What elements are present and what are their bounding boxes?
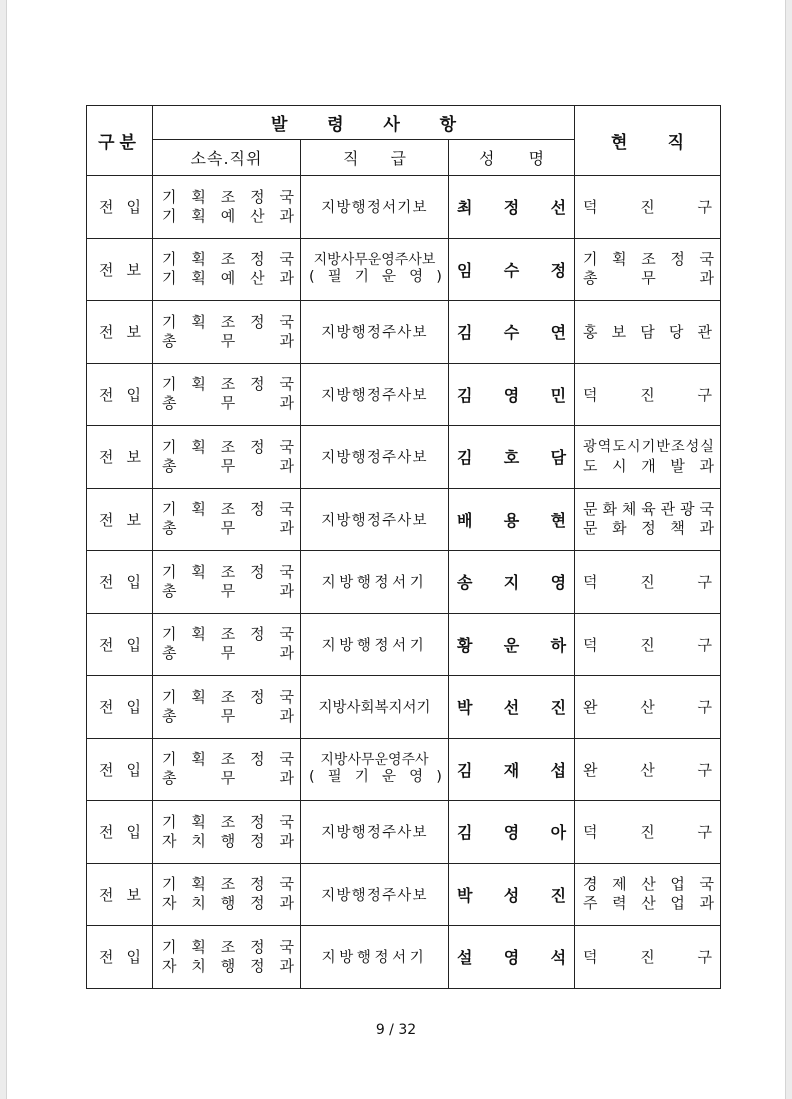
- cell-grade: 지방행정주사보: [301, 863, 449, 926]
- table-row: [87, 801, 721, 864]
- document-page: [6, 0, 786, 1099]
- cell-name: 김 호 담: [449, 426, 575, 489]
- cell-affiliation: 기 획 조 정 국 총 무 과: [153, 426, 301, 489]
- cell-current: 덕 진 구: [575, 613, 721, 676]
- cell-grade: 지방사무운영주사보 ( 필 기 운 영 ): [301, 238, 449, 301]
- cell-type: 전 입: [87, 926, 153, 989]
- cell-affiliation: 기 획 조 정 국 자 치 행 정 과: [153, 863, 301, 926]
- cell-current: 광 역 도 시 기 반 조 성 실 도 시 개 발 과: [575, 426, 721, 489]
- header-appointment-label: 발 령 사 항: [271, 115, 456, 135]
- cell-grade: 지방사무운영주사 ( 필 기 운 영 ): [301, 738, 449, 801]
- cell-current: 경 제 산 업 국 주 력 산 업 과: [575, 863, 721, 926]
- table-row: [87, 363, 721, 426]
- cell-grade: 지방행정주사보: [301, 301, 449, 364]
- header-name: [449, 140, 575, 176]
- cell-affiliation: 기 획 조 정 국 총 무 과: [153, 488, 301, 551]
- cell-name: 임 수 정: [449, 238, 575, 301]
- header-current-label: 현 직: [611, 133, 685, 153]
- table-row: [87, 676, 721, 739]
- cell-type: 전 보: [87, 863, 153, 926]
- cell-type: 전 보: [87, 301, 153, 364]
- cell-grade: 지방행정주사보: [301, 363, 449, 426]
- table-row: [87, 926, 721, 989]
- cell-type: 전 입: [87, 363, 153, 426]
- cell-type: 전 입: [87, 551, 153, 614]
- cell-affiliation: 기 획 조 정 국 총 무 과: [153, 363, 301, 426]
- cell-name: 송 지 영: [449, 551, 575, 614]
- table-row: [87, 176, 721, 239]
- cell-grade: 지방행정서기: [301, 551, 449, 614]
- header-grade: [301, 140, 449, 176]
- cell-type: 전 입: [87, 176, 153, 239]
- header-grade-label: 직 급: [343, 149, 406, 168]
- header-type: [87, 106, 153, 176]
- cell-affiliation: 기 획 조 정 국 총 무 과: [153, 301, 301, 364]
- cell-affiliation: 기 획 조 정 국 기 획 예 산 과: [153, 176, 301, 239]
- cell-affiliation: 기 획 조 정 국 자 치 행 정 과: [153, 801, 301, 864]
- cell-affiliation: 기 획 조 정 국 기 획 예 산 과: [153, 238, 301, 301]
- page-number: 9 / 32: [375, 1022, 417, 1038]
- header-name-label: 성 명: [479, 149, 545, 168]
- table-row: [87, 238, 721, 301]
- table-row: [87, 613, 721, 676]
- cell-current: 덕 진 구: [575, 176, 721, 239]
- cell-current: 문 화 체 육 관 광 국 문 화 정 책 과: [575, 488, 721, 551]
- cell-name: 박 선 진: [449, 676, 575, 739]
- cell-type: 전 보: [87, 488, 153, 551]
- cell-affiliation: 기 획 조 정 국 총 무 과: [153, 676, 301, 739]
- cell-grade: 지방행정주사보: [301, 488, 449, 551]
- cell-name: 배 용 현: [449, 488, 575, 551]
- cell-grade: 지방사회복지서기: [301, 676, 449, 739]
- table-row: [87, 863, 721, 926]
- personnel-table: [86, 105, 721, 989]
- table-row: [87, 551, 721, 614]
- cell-name: 김 영 민: [449, 363, 575, 426]
- cell-grade: 지방행정주사보: [301, 801, 449, 864]
- cell-grade: 지방행정서기보: [301, 176, 449, 239]
- cell-current: 덕 진 구: [575, 926, 721, 989]
- cell-type: 전 입: [87, 801, 153, 864]
- header-current: [575, 106, 721, 176]
- cell-name: 황 운 하: [449, 613, 575, 676]
- cell-name: 박 성 진: [449, 863, 575, 926]
- table-row: [87, 301, 721, 364]
- cell-name: 최 정 선: [449, 176, 575, 239]
- cell-grade: 지방행정서기: [301, 613, 449, 676]
- cell-affiliation: 기 획 조 정 국 총 무 과: [153, 738, 301, 801]
- cell-affiliation: 기 획 조 정 국 자 치 행 정 과: [153, 926, 301, 989]
- cell-type: 전 입: [87, 738, 153, 801]
- cell-type: 전 보: [87, 238, 153, 301]
- cell-affiliation: 기 획 조 정 국 총 무 과: [153, 551, 301, 614]
- cell-name: 김 영 아: [449, 801, 575, 864]
- table-row: [87, 488, 721, 551]
- cell-current: 완 산 구: [575, 676, 721, 739]
- cell-grade: 지방행정주사보: [301, 426, 449, 489]
- table-row: [87, 738, 721, 801]
- cell-type: 전 입: [87, 613, 153, 676]
- header-type-label: 구분: [98, 133, 141, 153]
- cell-current: 완 산 구: [575, 738, 721, 801]
- cell-type: 전 보: [87, 426, 153, 489]
- cell-current: 덕 진 구: [575, 551, 721, 614]
- cell-current: 덕 진 구: [575, 801, 721, 864]
- table-row: [87, 426, 721, 489]
- cell-affiliation: 기 획 조 정 국 총 무 과: [153, 613, 301, 676]
- cell-name: 설 영 석: [449, 926, 575, 989]
- cell-current: 홍 보 담 당 관: [575, 301, 721, 364]
- cell-current: 덕 진 구: [575, 363, 721, 426]
- header-appointment: [153, 106, 575, 140]
- cell-name: 김 재 섭: [449, 738, 575, 801]
- cell-grade: 지방행정서기: [301, 926, 449, 989]
- cell-current: 기 획 조 정 국 총 무 과: [575, 238, 721, 301]
- cell-type: 전 입: [87, 676, 153, 739]
- header-affiliation: [153, 140, 301, 176]
- header-affiliation-label: 소속.직위: [190, 149, 263, 168]
- cell-name: 김 수 연: [449, 301, 575, 364]
- table-body: [87, 176, 721, 989]
